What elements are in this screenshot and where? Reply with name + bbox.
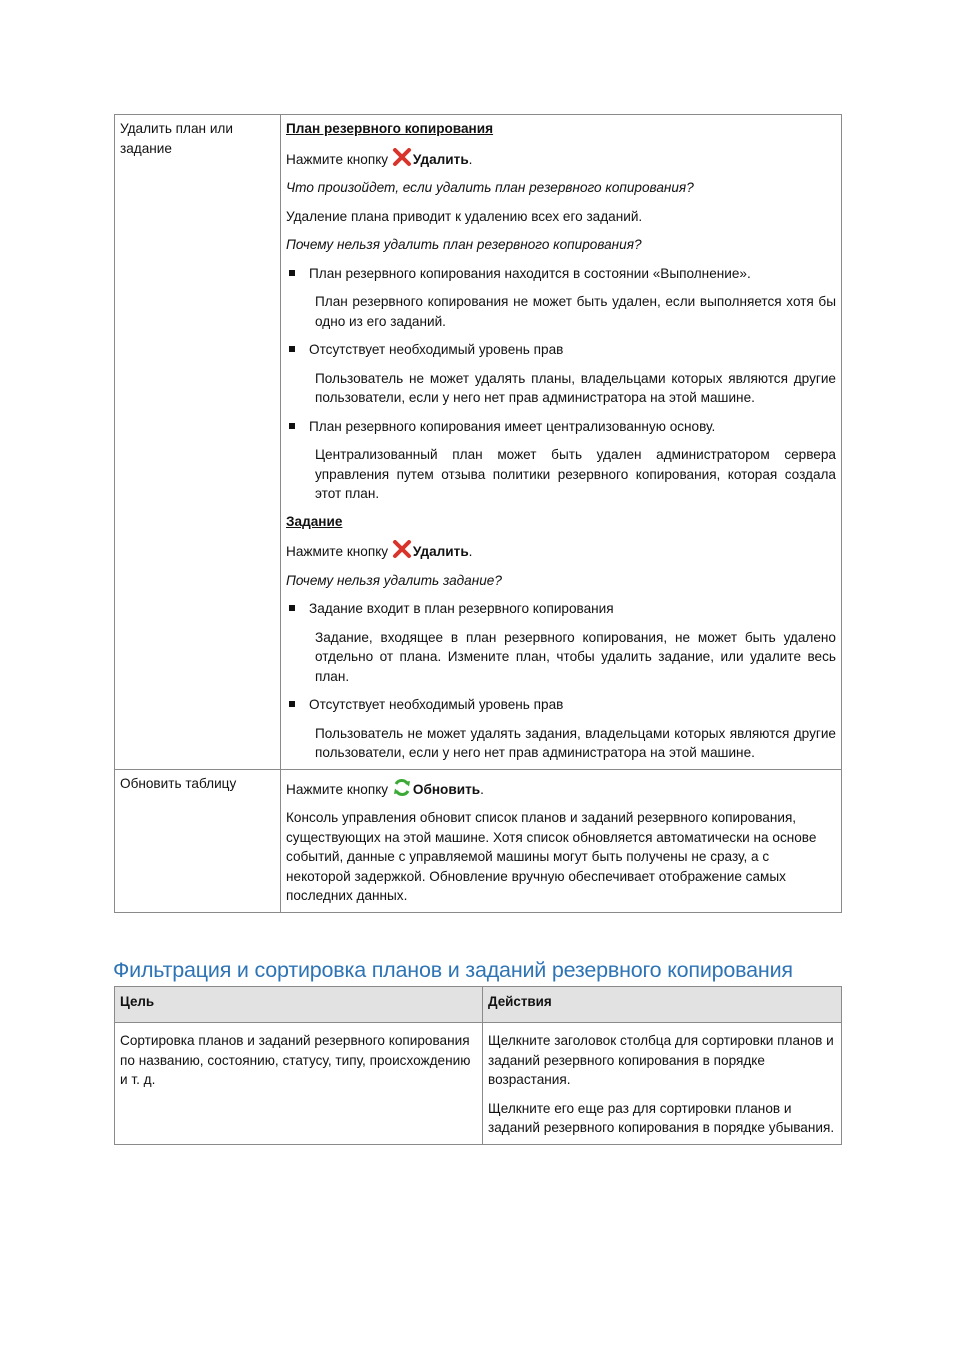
instruction-prefix: Нажмите кнопку (286, 544, 389, 559)
list-item-detail: Пользователь не может удалять задания, владельцами которых являются другие пользователи, если у него нет прав администратора на этой машине. (315, 725, 836, 760)
goal-text: Сортировка планов и заданий резервного копирования по названию, состоянию, статусу, типу, происхождению и т. д. (120, 1033, 471, 1087)
delete-icon (392, 148, 412, 167)
list-item: Задание входит в план резервного копирования (286, 599, 836, 619)
column-header-actions: Действия (483, 987, 842, 1023)
row-action-cell (115, 115, 281, 770)
list-item: Отсутствует необходимый уровень прав (286, 695, 836, 715)
section-title: Фильтрация и сортировка планов и заданий резервного копирования (113, 958, 793, 982)
list-item-detail: План резервного копирования не может быть удален, если выполняется хотя бы одно из его заданий. (315, 294, 836, 329)
table-row (115, 1023, 842, 1145)
punct: . (468, 151, 473, 167)
table-row (115, 769, 842, 912)
delete-button-label: Удалить (412, 544, 469, 559)
task-heading: Задание (286, 513, 343, 529)
instruction-prefix: Нажмите кнопку (286, 151, 389, 167)
list-item-detail: Централизованный план может быть удален администратором сервера управления путем отзыва политики резервного копирования, которая создала этот план. (315, 447, 836, 501)
actions-table (114, 114, 842, 913)
row-details-cell (281, 115, 842, 770)
list-item: Отсутствует необходимый уровень прав (286, 340, 836, 360)
list-item-detail: Задание, входящее в план резервного копирования, не может быть удалено отдельно от плана. Измените план, чтобы удалить задание, или удалите весь план. (315, 629, 836, 684)
list-item: План резервного копирования имеет централизованную основу. (286, 417, 836, 437)
punct: . (468, 544, 473, 559)
plan-delete-instruction (286, 148, 836, 170)
delete-icon (392, 540, 412, 559)
refresh-instruction (286, 778, 836, 800)
instruction-prefix: Нажмите кнопку (286, 781, 389, 797)
refresh-icon (392, 778, 412, 797)
column-header-goal: Цель (115, 987, 483, 1023)
sort-table (114, 986, 842, 1145)
actions-table-container (114, 114, 842, 913)
faq-question: Почему нельзя удалить задание? (286, 572, 502, 588)
row-action-cell (115, 769, 281, 912)
goal-cell (115, 1023, 483, 1145)
faq-question: Почему нельзя удалить план резервного копирования? (286, 237, 642, 252)
delete-button-label: Удалить (412, 151, 469, 167)
row-action-label: Обновить таблицу (120, 775, 237, 791)
punct: . (480, 781, 484, 797)
plan-heading: План резервного копирования (286, 121, 494, 136)
table-header-row (115, 987, 842, 1023)
refresh-button-label: Обновить (412, 781, 481, 797)
task-delete-instruction (286, 540, 836, 562)
faq-answer: Удаление плана приводит к удалению всех его заданий. (286, 208, 643, 224)
sort-table-container (114, 986, 842, 1145)
refresh-description: Консоль управления обновит список планов и заданий резервного копирования, существующих на этой машине. Хотя список обновляется автоматически на основе событий, данные с управляемой машины могут быть получены не сразу, а с некоторой задержкой. Обновление вручную обеспечивает отображение самых последних данных. (286, 810, 817, 903)
faq-question: Что произойдет, если удалить план резервного копирования? (286, 180, 694, 195)
action-text: Щелкните его еще раз для сортировки планов и заданий резервного копирования в порядке убывания. (488, 1100, 835, 1135)
row-action-label: Удалить план или задание (120, 121, 233, 156)
table-row (115, 115, 842, 770)
actions-cell (483, 1023, 842, 1145)
list-item: План резервного копирования находится в состоянии «Выполнение». (286, 264, 836, 284)
list-item-detail: Пользователь не может удалять планы, владельцами которых являются другие пользователи, если у него нет прав администратора на этой машине. (315, 370, 836, 405)
row-details-cell (281, 769, 842, 912)
action-text: Щелкните заголовок столбца для сортировки планов и заданий резервного копирования в порядке возрастания. (488, 1033, 834, 1087)
